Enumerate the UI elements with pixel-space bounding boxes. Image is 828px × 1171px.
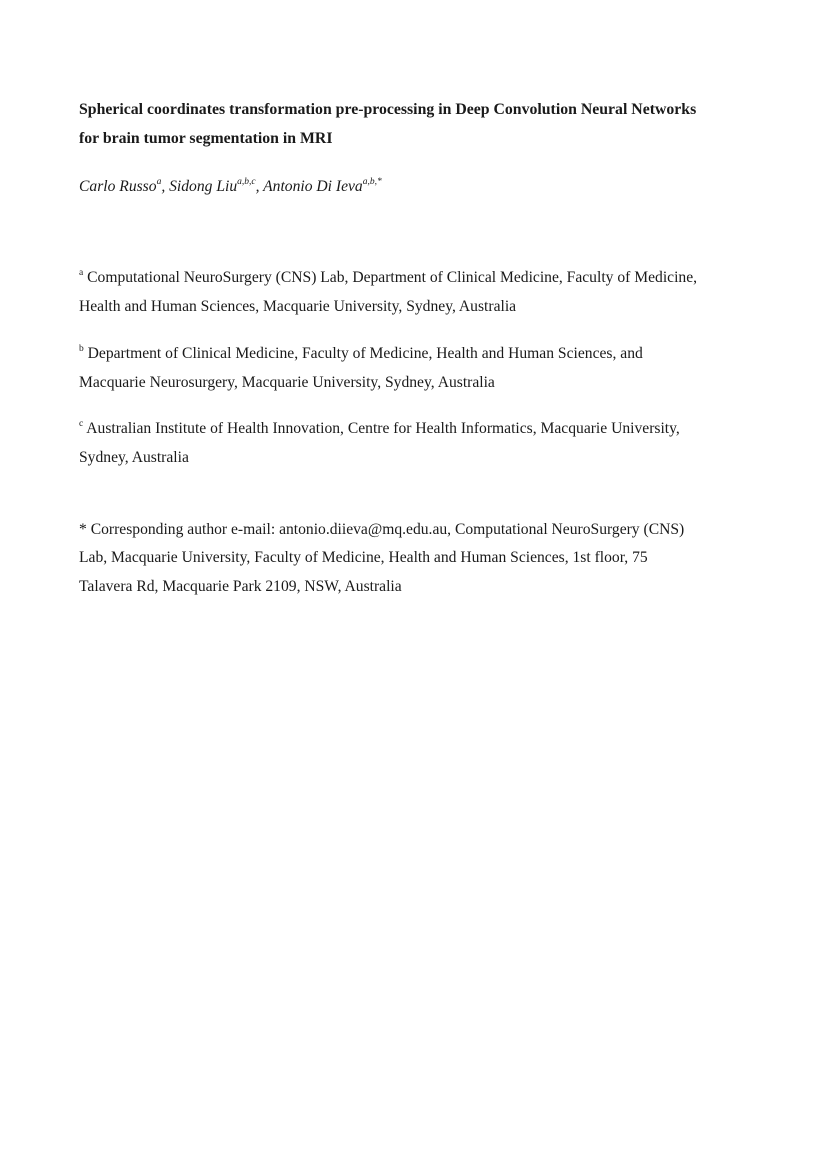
affiliation-list <box>79 260 749 472</box>
affiliation <box>79 260 749 321</box>
author-affiliation-marks: a <box>156 177 162 188</box>
affiliation <box>79 336 749 397</box>
affiliation-mark: c <box>79 419 84 430</box>
author-separator: , <box>161 178 170 196</box>
author <box>79 178 169 195</box>
affiliation-mark: b <box>79 343 84 354</box>
affiliation-text: Department of Clinical Medicine, Faculty of Medicine, Health and Human Sciences, and Macquarie Neurosurgery, Macquarie University, Sydney, Australia <box>79 344 643 391</box>
author-affiliation-marks: a,b,c <box>237 177 256 188</box>
author-list <box>79 172 749 198</box>
author-name: Sidong Liu <box>169 178 238 196</box>
title-page-content <box>79 96 749 601</box>
author-name: Carlo Russo <box>79 178 157 196</box>
corresponding-author-note: * Corresponding author e-mail: antonio.diieva@mq.edu.au, Computational NeuroSurgery (CNS) Lab, Macquarie University, Faculty of Medicine, Health and Human Sciences, 1st floor, 75 Talavera Rd, Macquarie Park 2109, NSW, Australia <box>79 520 685 595</box>
affiliation-mark: a <box>79 268 84 279</box>
affiliation <box>79 411 749 472</box>
author-separator: , <box>255 178 264 196</box>
author-affiliation-marks: a,b,* <box>362 177 382 188</box>
author-name: Antonio Di Ieva <box>263 178 363 196</box>
affiliation-text: Computational NeuroSurgery (CNS) Lab, Department of Clinical Medicine, Faculty of Medicine, Health and Human Sciences, Macquarie University, Sydney, Australia <box>79 269 698 316</box>
author <box>263 178 382 195</box>
author <box>169 178 263 195</box>
paper-title: Spherical coordinates transformation pre-processing in Deep Convolution Neural Networks for brain tumor segmentation in MRI <box>79 101 697 147</box>
affiliation-text: Australian Institute of Health Innovation, Centre for Health Informatics, Macquarie University, Sydney, Australia <box>79 420 680 466</box>
